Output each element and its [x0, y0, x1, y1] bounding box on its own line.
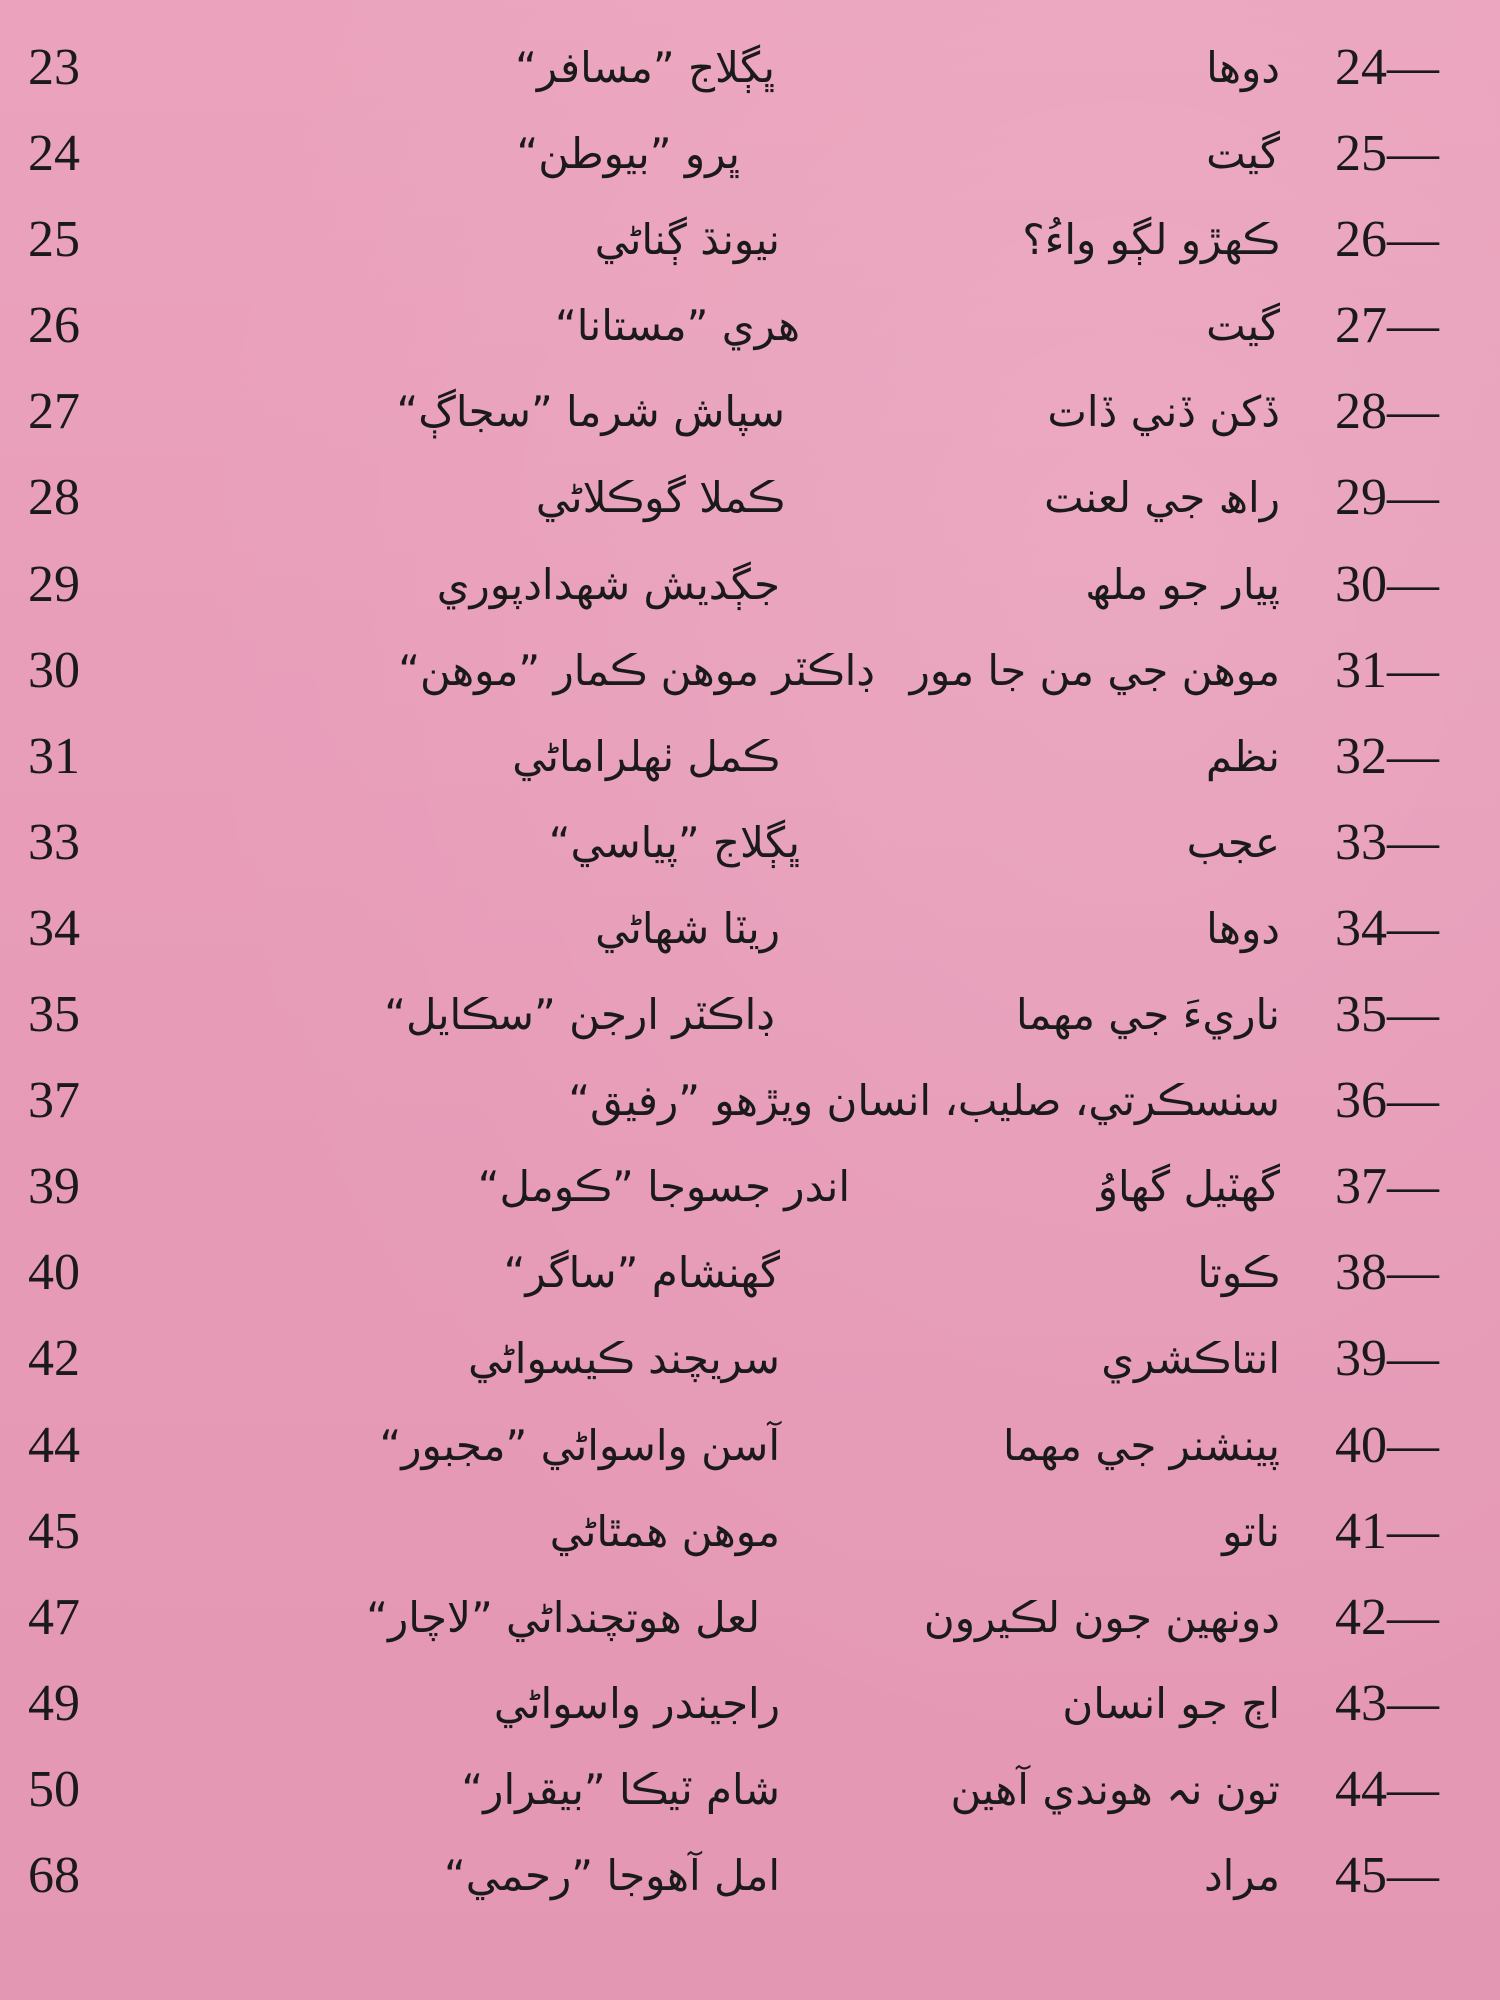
page-number: 39: [28, 1158, 80, 1216]
entry-title: راھ جي لعنت: [1044, 473, 1280, 523]
entry-title: اڄ جو انسان: [1062, 1678, 1280, 1728]
page-number: 47: [28, 1588, 80, 1646]
entry-author: موھن ھمٿاڻي: [549, 1506, 780, 1556]
entry-title: پيار جو ملھ: [1085, 559, 1280, 609]
page-number: 23: [28, 39, 80, 96]
toc-entry[interactable]: [0, 1661, 1500, 1747]
entry-number: 40—: [1335, 1416, 1439, 1474]
entry-title: ناتو: [1222, 1506, 1280, 1556]
toc-entry[interactable]: [0, 1403, 1500, 1489]
toc-entry[interactable]: [0, 1747, 1500, 1833]
entry-title: دوھا: [1206, 903, 1280, 953]
entry-number: 42—: [1335, 1588, 1439, 1646]
entry-number: 30—: [1335, 555, 1439, 613]
entry-number: 35—: [1335, 986, 1439, 1044]
toc-entry[interactable]: [0, 1489, 1500, 1575]
entry-author: ڀڳلاج ”پياسي“: [548, 817, 800, 867]
entry-number: 33—: [1335, 813, 1439, 871]
entry-title: تون نہ ھوندي آھين: [950, 1764, 1280, 1814]
entry-author: ريٽا شھاڻي: [595, 903, 780, 953]
entry-title: مراد: [1203, 1850, 1280, 1900]
entry-number: 28—: [1335, 383, 1439, 441]
entry-number: 37—: [1335, 1158, 1439, 1216]
page-number: 49: [28, 1674, 80, 1732]
entry-number: 43—: [1335, 1674, 1439, 1732]
entry-author: ڀرو ”بيوطن“: [516, 129, 740, 179]
entry-number: 31—: [1335, 641, 1439, 699]
page-number: 26: [28, 297, 80, 355]
entry-author: امل آھوجا ”رحمي“: [444, 1850, 780, 1900]
page-number: 45: [28, 1502, 80, 1560]
entry-number: 25—: [1335, 125, 1439, 183]
entry-number: 27—: [1335, 297, 1439, 355]
entry-title: گھٽيل گھاوُ: [1097, 1162, 1280, 1212]
entry-title: ڪوتا: [1197, 1248, 1280, 1298]
entry-author: ڪمل ٺھلراماڻي: [512, 731, 780, 781]
entry-number: 32—: [1335, 727, 1439, 785]
toc-entry[interactable]: [0, 714, 1500, 800]
entry-author: شام ٽيڪا ”بيقرار“: [461, 1764, 780, 1814]
toc-entry[interactable]: [0, 972, 1500, 1058]
entry-title: دونھين جون لڪيرون: [923, 1592, 1280, 1642]
entry-title: گيت: [1206, 129, 1280, 179]
page-number: 25: [28, 211, 80, 269]
entry-author: اندر جسوجا ”ڪومل“: [477, 1162, 850, 1212]
entry-author: لعل ھوتچنداڻي ”لاچار“: [366, 1592, 760, 1642]
entry-number: 38—: [1335, 1244, 1439, 1302]
entry-number: 26—: [1335, 211, 1439, 269]
page-number: 35: [28, 986, 80, 1044]
page-number: 37: [28, 1072, 80, 1130]
toc-entry[interactable]: [0, 455, 1500, 541]
toc-entry[interactable]: [0, 1316, 1500, 1402]
page-number: 28: [28, 469, 80, 527]
toc-entry[interactable]: [0, 197, 1500, 283]
page-number: 29: [28, 555, 80, 613]
entry-title: پينشنر جي مھما: [1003, 1420, 1280, 1470]
entry-number: 24—: [1335, 39, 1439, 96]
entry-title: عجب: [1186, 817, 1280, 867]
entry-author: راجيندر واسواڻي: [493, 1678, 780, 1728]
entry-author: ڊاڪٽر موھن ڪمار ”موھن“: [398, 645, 875, 695]
page-number: 31: [28, 727, 80, 785]
toc-entry[interactable]: [0, 369, 1500, 455]
entry-author: ڊاڪٽر ارجن ”سڪايل“: [384, 990, 775, 1040]
entry-author: آسن واسواڻي ”مجبور“: [379, 1420, 780, 1470]
table-of-contents: [0, 25, 1500, 1919]
toc-entry[interactable]: [0, 283, 1500, 369]
entry-author: گھنشام ”ساگر“: [503, 1248, 780, 1298]
entry-title: ڏکن ڏني ڏات: [1047, 387, 1280, 437]
entry-title: نظم: [1205, 731, 1280, 781]
entry-number: 44—: [1335, 1760, 1439, 1818]
entry-author: ”رفيق“: [568, 1076, 700, 1126]
page-number: 42: [28, 1330, 80, 1388]
toc-entry[interactable]: [0, 886, 1500, 972]
page-number: 44: [28, 1416, 80, 1474]
toc-entry[interactable]: [0, 1144, 1500, 1230]
toc-entry[interactable]: [0, 111, 1500, 197]
entry-title: ڪھڙو لڳو واءُ؟: [1022, 215, 1280, 265]
entry-author: جڳديش شھدادپوري: [436, 559, 780, 609]
entry-title: ناريءَ جي مھما: [1016, 990, 1280, 1040]
entry-title: موھن جي من جا مور: [909, 645, 1280, 695]
entry-number: 29—: [1335, 469, 1439, 527]
page-number: 24: [28, 125, 80, 183]
entry-author: ھري ”مستانا“: [555, 301, 800, 351]
entry-title: سنسڪرتي، صليب، انسان ويڙھو: [714, 1076, 1280, 1126]
toc-entry[interactable]: [0, 800, 1500, 886]
page-number: 50: [28, 1760, 80, 1818]
toc-entry[interactable]: [0, 542, 1500, 628]
entry-author: سپاش شرما ”سجاڳ“: [396, 387, 785, 437]
entry-author: نيونڌ ڳناڻي: [594, 215, 780, 265]
toc-entry[interactable]: [0, 1058, 1500, 1144]
entry-title: دوھا: [1206, 43, 1280, 92]
entry-number: 34—: [1335, 899, 1439, 957]
toc-entry[interactable]: [0, 1575, 1500, 1661]
entry-number: 39—: [1335, 1330, 1439, 1388]
page-number: 34: [28, 899, 80, 957]
entry-title: انتاڪشري: [1101, 1334, 1280, 1384]
page-number: 68: [28, 1846, 80, 1904]
page-number: 33: [28, 813, 80, 871]
toc-entry[interactable]: [0, 1833, 1500, 1919]
entry-number: 41—: [1335, 1502, 1439, 1560]
page-number: 40: [28, 1244, 80, 1302]
entry-number: 45—: [1335, 1846, 1439, 1904]
page-number: 30: [28, 641, 80, 699]
toc-entry[interactable]: [0, 25, 1500, 111]
entry-author: ڀڳلاج ”مسافر“: [515, 43, 775, 92]
toc-entry[interactable]: [0, 628, 1500, 714]
entry-number: 36—: [1335, 1072, 1439, 1130]
toc-entry[interactable]: [0, 1230, 1500, 1316]
page-number: 27: [28, 383, 80, 441]
entry-author: سريچند ڪيسواڻي: [468, 1334, 780, 1384]
entry-title: گيت: [1206, 301, 1280, 351]
entry-author: ڪملا گوڪلاڻي: [535, 473, 785, 523]
